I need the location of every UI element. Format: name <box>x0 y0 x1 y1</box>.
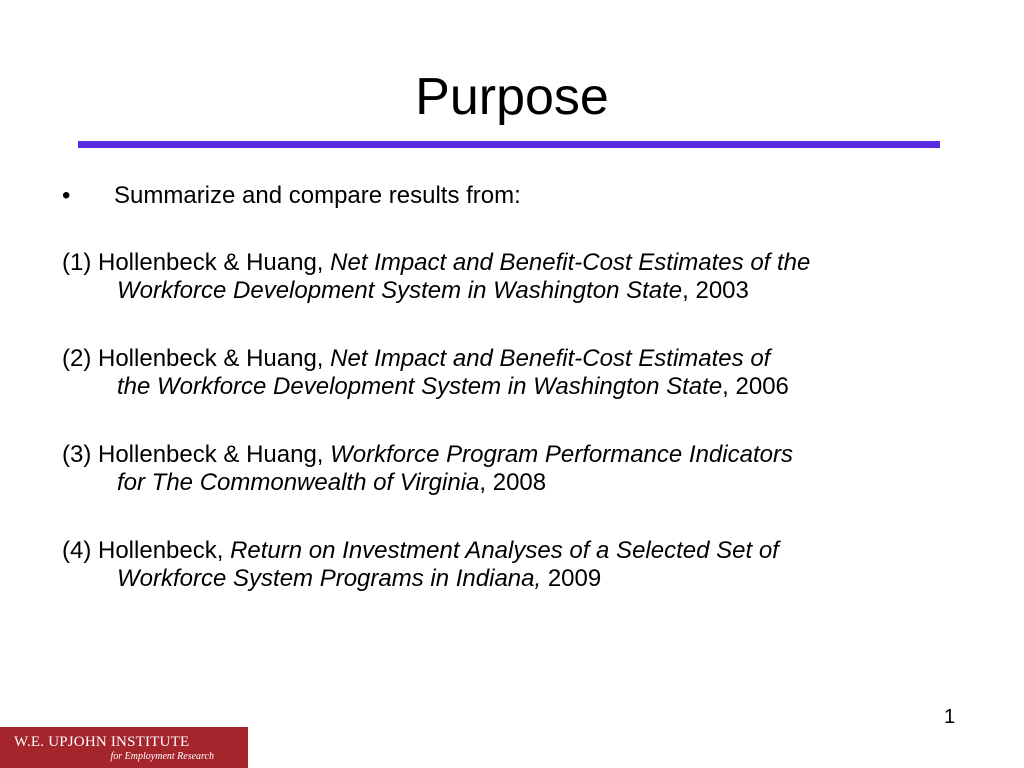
upjohn-institute-logo <box>0 727 248 768</box>
reference-item-1 <box>62 249 962 305</box>
reference-year: , 2006 <box>722 373 789 400</box>
reference-line-2 <box>62 469 962 497</box>
summary-bullet <box>62 181 521 211</box>
reference-item-3 <box>62 441 962 497</box>
bullet-icon: • <box>62 182 71 209</box>
reference-year: , 2008 <box>479 469 547 496</box>
reference-prefix: (2) Hollenbeck & Huang, <box>62 345 331 372</box>
reference-item-2 <box>62 345 962 401</box>
reference-line-1 <box>62 537 962 565</box>
reference-title-part1: Net Impact and Benefit-Cost Estimates of <box>330 345 771 372</box>
reference-line-1 <box>62 345 962 373</box>
reference-title-part1: Net Impact and Benefit-Cost Estimates of the <box>330 249 811 276</box>
reference-year: , 2003 <box>682 277 749 304</box>
reference-title-part2: Workforce System Programs in Indiana, <box>117 565 542 592</box>
logo-sub-text: for Employment Research <box>110 751 214 762</box>
reference-title-part1: Workforce Program Performance Indicators <box>330 441 793 468</box>
reference-line-1 <box>62 441 962 469</box>
reference-title-part1: Return on Investment Analyses of a Selected Set of <box>230 537 779 564</box>
reference-title-part2: the Workforce Development System in Washington State <box>117 373 723 400</box>
reference-line-2 <box>62 277 962 305</box>
reference-line-2 <box>62 565 962 593</box>
reference-line-1 <box>62 249 962 277</box>
logo-main-text: W.E. UPJOHN INSTITUTE <box>14 734 190 750</box>
reference-year: 2009 <box>541 565 602 592</box>
slide-title: Purpose <box>415 68 609 126</box>
reference-line-2 <box>62 373 962 401</box>
reference-item-4 <box>62 537 962 593</box>
reference-prefix: (3) Hollenbeck & Huang, <box>62 441 331 468</box>
reference-prefix: (4) Hollenbeck, <box>62 537 231 564</box>
reference-title-part2: Workforce Development System in Washington State <box>117 277 683 304</box>
bullet-text: Summarize and compare results from: <box>114 182 521 209</box>
reference-title-part2: for The Commonwealth of Virginia <box>117 469 480 496</box>
reference-prefix: (1) Hollenbeck & Huang, <box>62 249 331 276</box>
page-number: 1 <box>944 706 956 728</box>
title-divider <box>78 141 940 148</box>
